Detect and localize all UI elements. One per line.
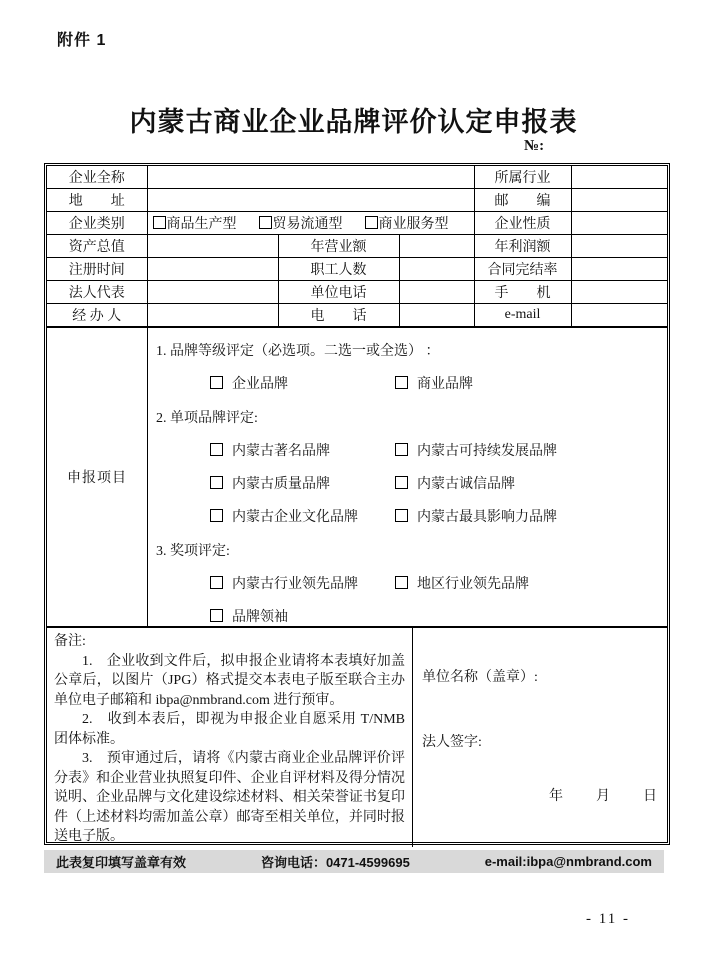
field-label: 手 机 [474,281,571,304]
option-row [156,373,663,393]
checkbox-icon[interactable] [210,476,223,489]
brand-option[interactable] [210,506,395,526]
checkbox-icon[interactable] [210,609,223,622]
category-option-service[interactable] [365,213,449,233]
application-items-label: 申报项目 [47,328,148,626]
application-form [44,163,670,845]
registration-date-field[interactable] [147,258,278,281]
checkbox-icon[interactable] [395,443,408,456]
footer-bar [44,850,664,873]
employee-count-field[interactable] [399,258,474,281]
option-label: 内蒙古可持续发展品牌 [417,444,557,459]
brand-option[interactable] [395,473,663,493]
remarks-signature-section [47,628,667,847]
brand-option[interactable] [395,373,663,393]
field-label: 法人代表 [47,281,147,304]
remarks-cell [47,628,413,847]
option-label: 商业服务型 [378,217,449,232]
company-phone-field[interactable] [399,281,474,304]
field-label: 邮 编 [474,189,571,212]
date-year-label: 年 [549,788,563,804]
annual-turnover-field[interactable] [399,235,474,258]
category-option-production[interactable] [153,213,237,233]
option-row [156,606,663,626]
table-row [47,212,667,235]
legal-signature-label: 法人签字: [422,735,482,750]
checkbox-icon[interactable] [395,376,408,389]
checkbox-icon[interactable] [395,509,408,522]
date-month-label: 月 [596,788,610,804]
application-items-section [47,327,667,628]
total-assets-field[interactable] [147,235,278,258]
option-label: 内蒙古企业文化品牌 [232,510,358,525]
footer-email: e-mail:ibpa@nmbrand.com [484,854,652,869]
category-option-trade[interactable] [259,213,343,233]
brand-option[interactable] [210,573,395,593]
legal-representative-field[interactable] [147,281,278,304]
mobile-field[interactable] [571,281,667,304]
table-row [47,281,667,304]
checkbox-icon[interactable] [210,376,223,389]
option-label: 内蒙古质量品牌 [232,477,330,492]
attachment-label: 附件 1 [57,32,107,49]
postcode-field[interactable] [571,189,667,212]
brand-option[interactable] [210,440,395,460]
checkbox-icon[interactable] [395,576,408,589]
brand-option[interactable] [395,506,663,526]
contract-completion-field[interactable] [571,258,667,281]
group-heading: 1. 品牌等级评定（必选项。二选一或全选） ： [156,344,440,359]
brand-option[interactable] [395,440,663,460]
group-heading: 2. 单项品牌评定: [156,411,258,426]
option-row [156,506,663,526]
enterprise-info-table [47,166,667,327]
option-label: 商业品牌 [417,377,473,392]
field-label: e-mail [474,304,571,327]
address-field[interactable] [147,189,474,212]
option-label: 内蒙古诚信品牌 [417,477,515,492]
field-label: 合同完结率 [474,258,571,281]
brand-option[interactable] [395,573,663,593]
field-label: 企业性质 [474,212,571,235]
option-label: 地区行业领先品牌 [417,577,529,592]
industry-field[interactable] [571,166,667,189]
option-row [156,573,663,593]
field-label: 注册时间 [47,258,147,281]
page-number: - 11 - [586,911,630,927]
annual-profit-field[interactable] [571,235,667,258]
group-heading: 3. 奖项评定: [156,544,230,559]
remarks-item: 3. 预审通过后，请将《内蒙古商业企业品牌评价评分表》和企业营业执照复印件、企业自评材料及得分情况说明、企业品牌与文化建设综述材料、相关荣誉证书复印件（上述材料均需加盖公章）邮寄至相关单位，并同时报送电子版。 [54,751,405,844]
option-label: 内蒙古行业领先品牌 [232,577,358,592]
option-label: 内蒙古著名品牌 [232,444,330,459]
handler-phone-field[interactable] [399,304,474,327]
field-label: 企业全称 [47,166,147,189]
enterprise-name-field[interactable] [147,166,474,189]
checkbox-icon[interactable] [365,216,378,229]
option-label: 企业品牌 [232,377,288,392]
option-label: 品牌领袖 [232,610,288,625]
checkbox-icon[interactable] [259,216,272,229]
option-row [156,440,663,460]
date-day-label: 日 [643,788,657,804]
remarks-item: 2. 收到本表后，即视为申报企业自愿采用 T/NMB 团体标准。 [54,712,405,747]
footer-phone: 咨询电话：0471-4599695 [260,855,410,870]
option-row [156,473,663,493]
signature-cell [413,628,667,847]
brand-option[interactable] [210,473,395,493]
field-label: 年利润额 [474,235,571,258]
field-label: 电 话 [278,304,399,327]
table-row [47,189,667,212]
enterprise-category-cell [147,212,474,235]
handler-field[interactable] [147,304,278,327]
unit-name-label: 单位名称（盖章）: [422,670,538,685]
option-label: 贸易流通型 [272,217,343,232]
table-row [47,258,667,281]
table-row [47,304,667,327]
email-field[interactable] [571,304,667,327]
table-row [47,166,667,189]
page-title: 内蒙古商业企业品牌评价认定申报表 [129,107,578,137]
option-label: 商品生产型 [166,217,237,232]
application-items-content [148,328,667,626]
remarks-item: 1. 企业收到文件后，拟申报企业请将本表填好加盖公章后，以图片（JPG）格式提交本表电子版至联合主办单位电子邮箱和 ibpa@nmbrand.com 进行预审。 [54,653,405,708]
brand-option[interactable] [210,373,395,393]
date-line [549,785,657,805]
field-label: 企业类别 [47,212,147,235]
remarks-title: 备注: [54,634,86,649]
field-label: 所属行业 [474,166,571,189]
table-row [47,235,667,258]
checkbox-icon[interactable] [210,509,223,522]
checkbox-icon[interactable] [210,576,223,589]
brand-option[interactable] [210,606,395,626]
enterprise-nature-field[interactable] [571,212,667,235]
serial-number-label: №: [524,138,545,154]
field-label: 单位电话 [278,281,399,304]
field-label: 职工人数 [278,258,399,281]
field-label: 年营业额 [278,235,399,258]
option-label: 内蒙古最具影响力品牌 [417,510,557,525]
field-label: 地 址 [47,189,147,212]
checkbox-icon[interactable] [395,476,408,489]
checkbox-icon[interactable] [210,443,223,456]
field-label: 经 办 人 [47,304,147,327]
footer-valid-note: 此表复印填写盖章有效 [56,855,187,870]
field-label: 资产总值 [47,235,147,258]
checkbox-icon[interactable] [153,216,166,229]
